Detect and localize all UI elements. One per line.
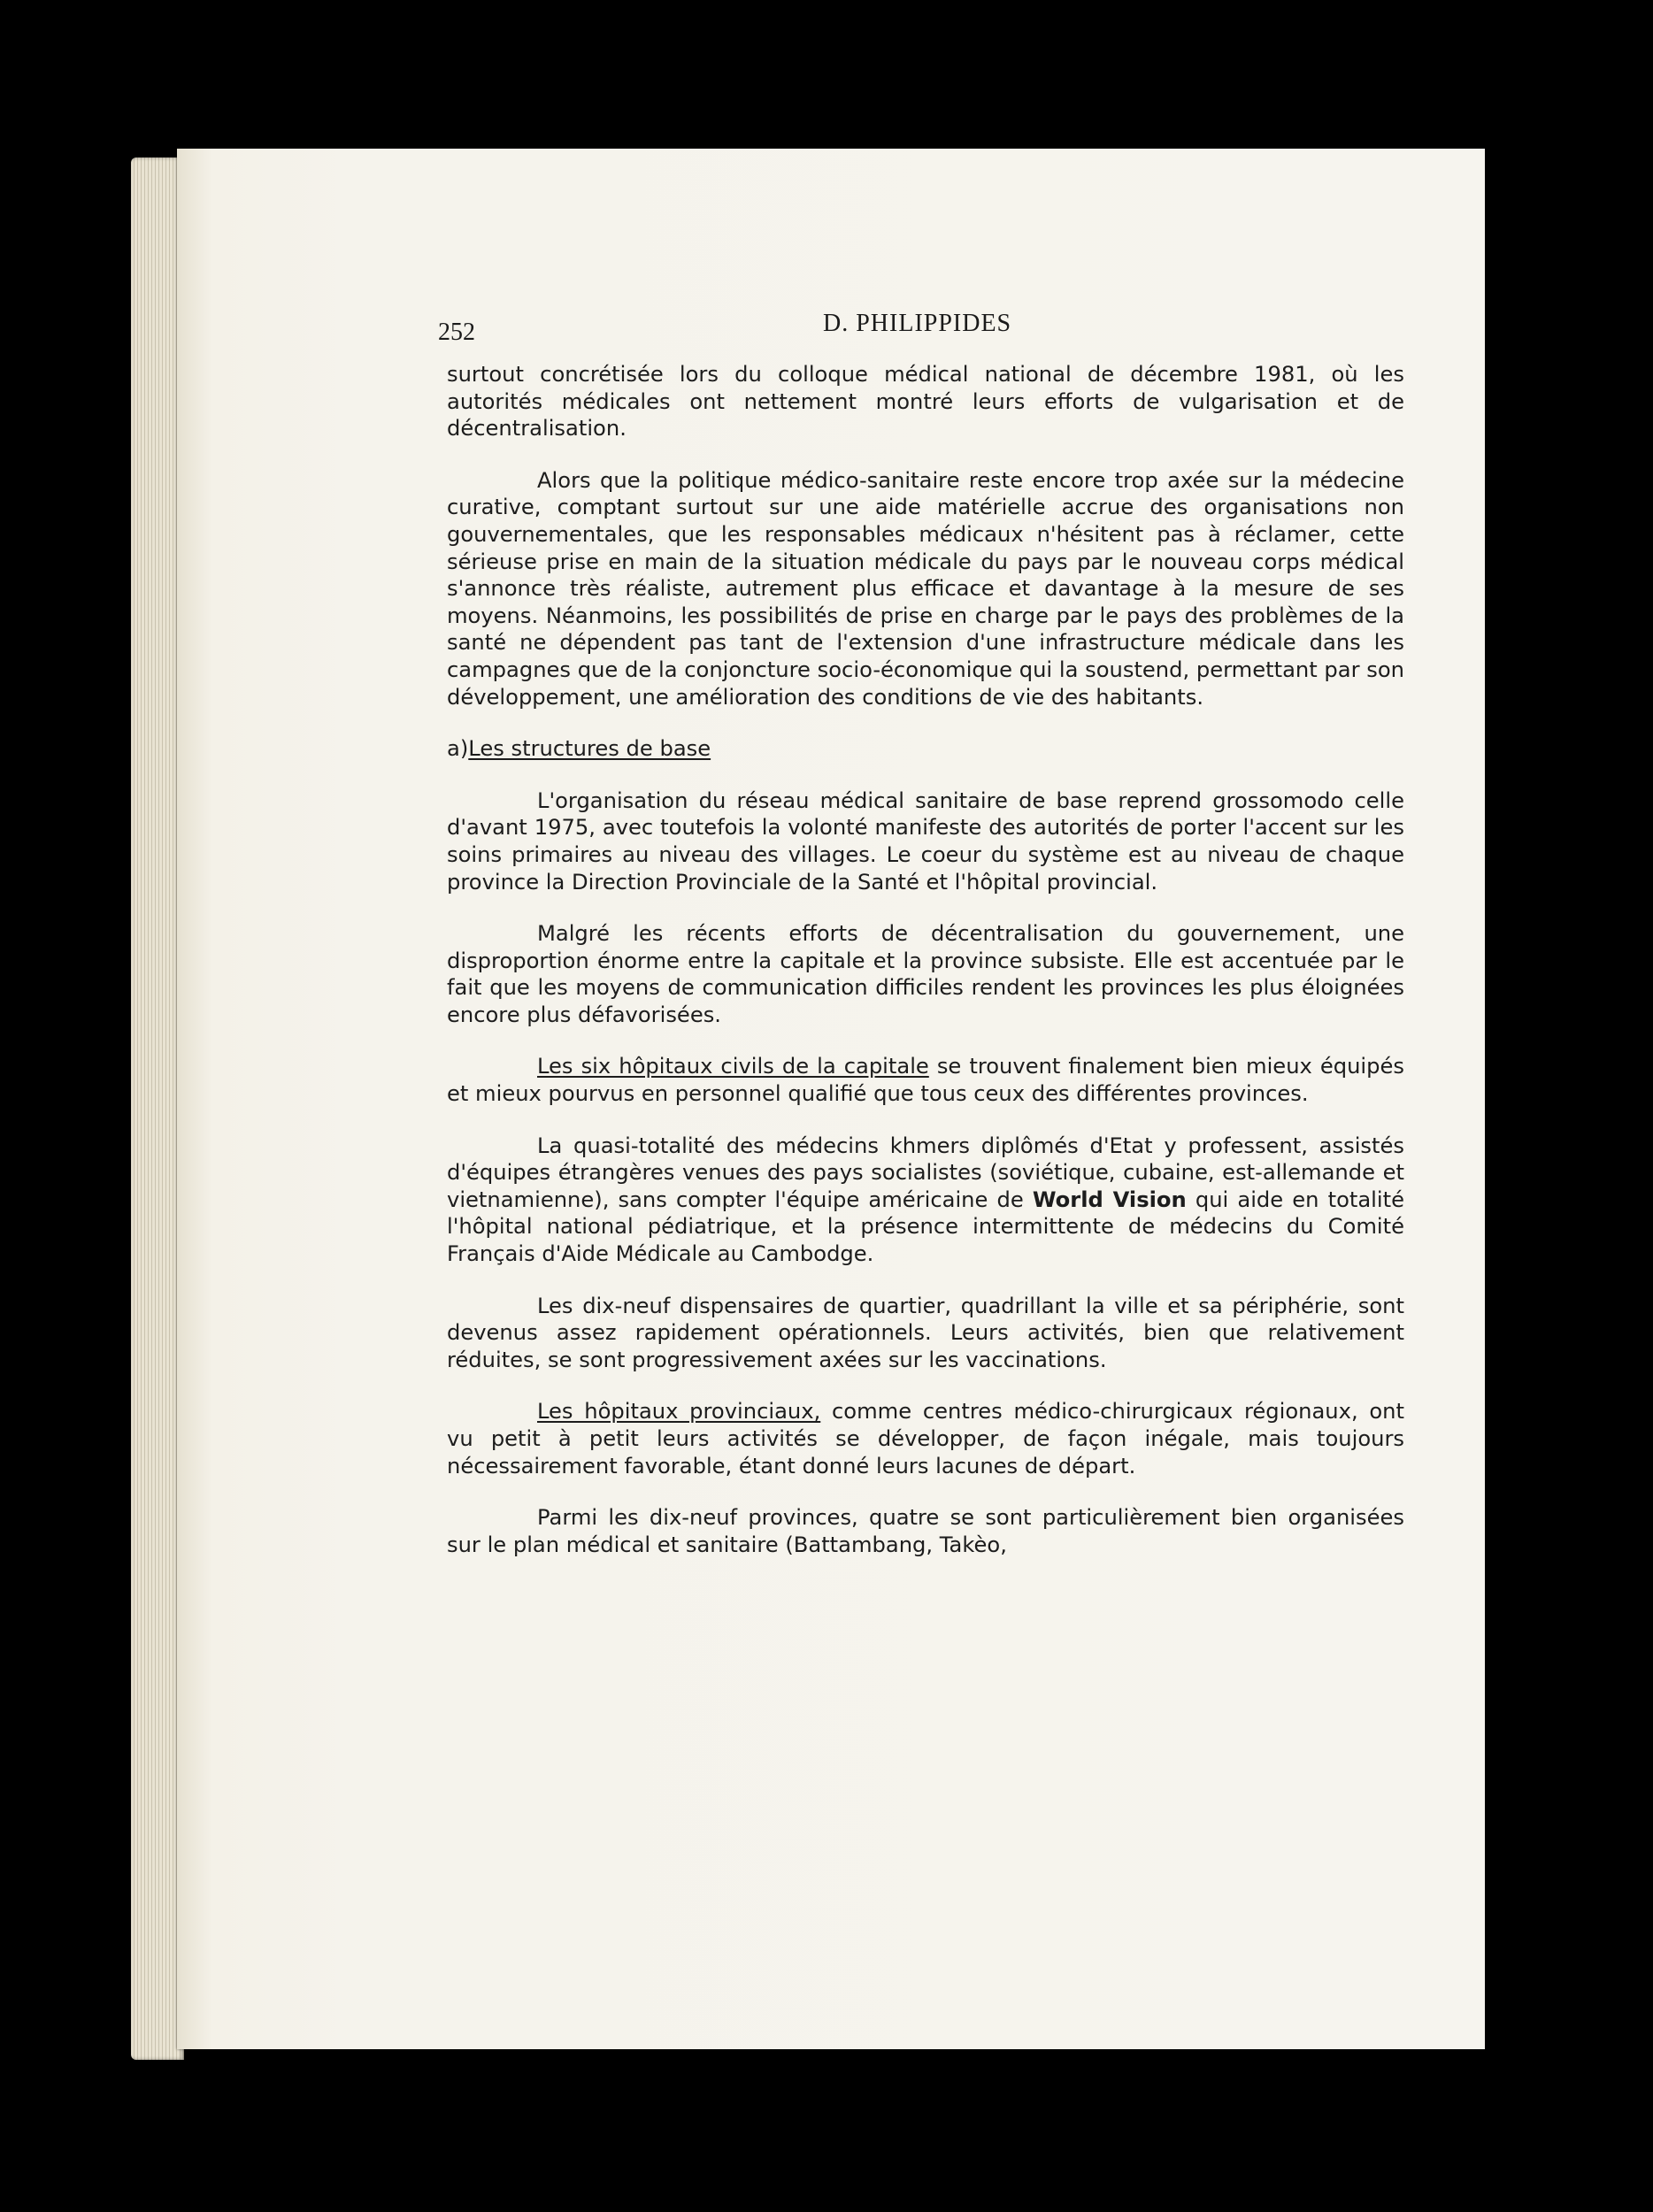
paragraph-5 xyxy=(447,1053,1404,1107)
provincial-hospitals-term: Les hôpitaux provinciaux, xyxy=(537,1399,821,1425)
section-label: a) xyxy=(447,736,469,762)
body-text xyxy=(447,361,1404,1583)
paragraph-1: surtout concrétisée lors du colloque médical national de décembre 1981, où les autorités médicales ont nettement montré leurs efforts de vulgarisation et de décentralisation. xyxy=(447,362,1404,442)
paragraph-8-rest: comme centres médico-chirurgicaux régionaux, ont vu petit à petit leurs activités se développer, de façon inégale, mais toujours nécessairement favorable, étant donné leurs lacunes de départ. xyxy=(447,1399,1404,1479)
world-vision-name: World Vision xyxy=(1032,1187,1187,1212)
paragraph-2: Alors que la politique médico-sanitaire reste encore trop axée sur la médecine curative, comptant surtout sur une aide matérielle accrue des organisations non gouvernementales, que les responsables médicaux n'hésitent pas à réclamer, cette sérieuse prise en main de la situation médicale du pays par le nouveau corps médical s'annonce très réaliste, autrement plus efficace et davantage à la mesure de ses moyens. Néanmoins, les possibilités de prise en charge par le pays des problèmes de la santé ne dépendent pas tant de l'extension d'une infrastructure médicale dans les campagnes que de la conjoncture socio-économique qui la soustend, permettant par son développement, une amélioration des conditions de vie des habitants. xyxy=(447,467,1404,710)
capital-hospitals-term: Les six hôpitaux civils de la capitale xyxy=(537,1054,929,1079)
paragraph-3: L'organisation du réseau médical sanitaire de base reprend grossomodo celle d'avant 1975, avec toutefois la volonté manifeste des autorités de porter l'accent sur les soins primaires au niveau des villages. Le coeur du système est au niveau de chaque province la Direction Provinciale de la Santé et l'hôpital provincial. xyxy=(447,787,1404,895)
paragraph-7: Les dix-neuf dispensaires de quartier, quadrillant la ville et sa périphérie, sont devenus assez rapidement opérationnels. Leurs activités, bien que relativement réduites, se sont progressivement axées sur les vaccinations. xyxy=(447,1293,1404,1372)
page-edges xyxy=(131,157,184,2060)
section-title: Les structures de base xyxy=(468,736,711,762)
page-number: 252 xyxy=(438,319,475,346)
paragraph-6-part-b: qui aide en totalité l'hôpital national pédiatrique, et la présence intermittente de médecins du Comité Français d'Aide Médicale au Cambodge. xyxy=(447,1187,1404,1267)
paragraph-6-part-a: La quasi-totalité des médecins khmers diplômés d'Etat y professent, assistés d'équipes étrangères venues des pays socialistes (soviétique, cubaine, est-allemande et vietnamienne), sans compter l'équipe américaine de xyxy=(447,1133,1404,1212)
paragraph-4: Malgré les récents efforts de décentralisation du gouvernement, une disproportion énorme entre la capitale et la province subsiste. Elle est accentuée par le fait que les moyens de communication difficiles rendent les provinces les plus éloignées encore plus défavorisées. xyxy=(447,921,1404,1027)
paragraph-6 xyxy=(447,1133,1404,1268)
paragraph-8 xyxy=(447,1398,1404,1479)
running-head xyxy=(438,310,1411,349)
paragraph-9: Parmi les dix-neuf provinces, quatre se sont particulièrement bien organisées sur le plan médical et sanitaire (Battambang, Takèo, xyxy=(447,1505,1404,1557)
paragraph-5-rest: se trouvent finalement bien mieux équipés et mieux pourvus en personnel qualifié que tous ceux des différentes provinces. xyxy=(447,1054,1404,1107)
section-heading xyxy=(447,735,1404,763)
running-title: D. PHILIPPIDES xyxy=(823,310,1012,337)
